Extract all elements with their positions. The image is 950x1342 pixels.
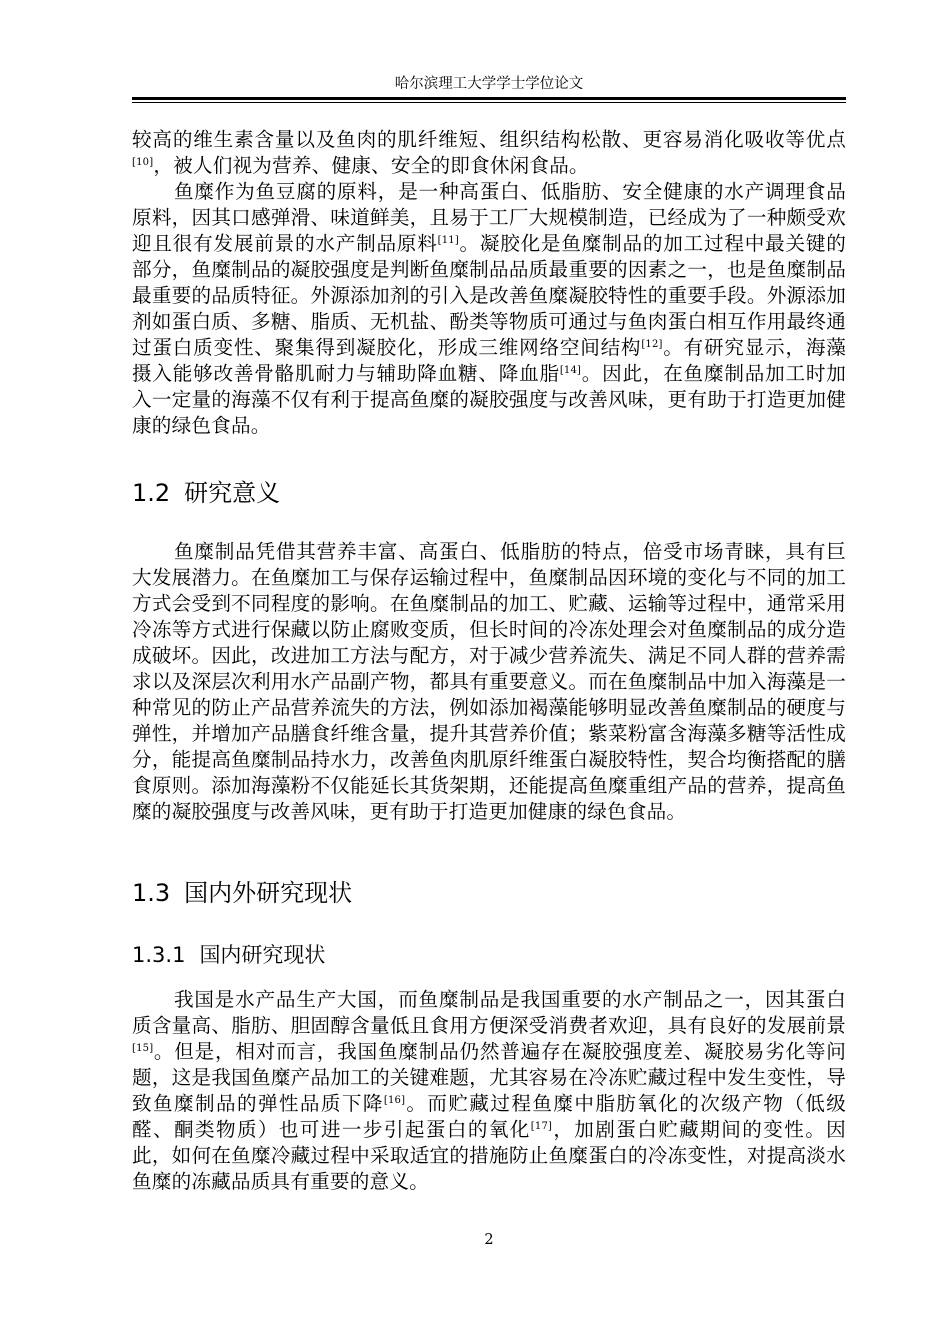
paragraph-text: 我国是水产品生产大国，而鱼糜制品是我国重要的水产制品之一，因其蛋白质含量高、脂肪、胆固醇含量低且食用方便深受消费者欢迎，具有良好的发展前景[15]。但是，相对而言，我国鱼糜制品仍然普遍存在凝胶强度差、凝胶易劣化等问题，这是我国鱼糜产品加工的关键难题，尤其容易在冷冻贮藏过程中发生变性，导致鱼糜制品的弹性品质下降[16]。而贮藏过程鱼糜中脂肪氧化的次级产物（低级醛、酮类物质）也可进一步引起蛋白的氧化[17]，加剧蛋白贮藏期间的变性。因此，如何在鱼糜冷藏过程中采取适宜的措施防止鱼糜蛋白的冷冻变性，对提高淡水鱼糜的冻藏品质具有重要的意义。 [132, 988, 847, 1193]
body-paragraph-continued [132, 127, 846, 179]
page-number: 2 [484, 1232, 494, 1248]
body-paragraph [132, 987, 846, 1195]
section-title: 国内外研究现状 [184, 879, 353, 907]
paragraph-text: 较高的维生素含量以及鱼肉的肌纤维短、组织结构松散、更容易消化吸收等优点[10]，被人们视为营养、健康、安全的即食休闲食品。 [132, 128, 846, 177]
citation: [16] [383, 1095, 406, 1106]
citation: [14] [559, 365, 582, 376]
section-title: 研究意义 [184, 479, 281, 507]
header-rule [132, 97, 846, 100]
subsection-heading-1-3-1 [132, 938, 846, 972]
body-paragraph [132, 179, 846, 439]
section-heading-1-2 [132, 476, 846, 510]
running-header: 哈尔滨理工大学学士学位论文 [394, 76, 584, 92]
body-paragraph [132, 539, 846, 825]
citation: [12] [641, 339, 663, 350]
citation: [10] [132, 157, 154, 168]
paragraph-text: 鱼糜作为鱼豆腐的原料，是一种高蛋白、低脂肪、安全健康的水产调理食品原料，因其口感弹滑、味道鲜美，且易于工厂大规模制造，已经成为了一种颇受欢迎且很有发展前景的水产制品原料[11]。凝胶化是鱼糜制品的加工过程中最关键的部分，鱼糜制品的凝胶强度是判断鱼糜制品品质最重要的因素之一，也是鱼糜制品最重要的品质特征。外源添加剂的引入是改善鱼糜凝胶特性的重要手段。外源添加剂如蛋白质、多糖、脂质、无机盐、酚类等物质可通过与鱼肉蛋白相互作用最终通过蛋白质变性、聚集得到凝胶化，形成三维网络空间结构[12]。有研究显示，海藻摄入能够改善骨骼肌耐力与辅助降血糖、降血脂[14]。因此，在鱼糜制品加工时加入一定量的海藻不仅有利于提高鱼糜的凝胶强度与改善风味，更有助于打造更加健康的绿色食品。 [132, 180, 846, 437]
citation: [17] [530, 1121, 553, 1132]
citation: [15] [132, 1043, 154, 1054]
section-number: 1.2 [132, 479, 171, 507]
paragraph-text: 鱼糜制品凭借其营养丰富、高蛋白、低脂肪的特点，倍受市场青睐，具有巨大发展潜力。在鱼糜加工与保存运输过程中，鱼糜制品因环境的变化与不同的加工方式会受到不同程度的影响。在鱼糜制品的加工、贮藏、运输等过程中，通常采用冷冻等方式进行保藏以防止腐败变质，但长时间的冷冻处理会对鱼糜制品的成分造成破坏。因此，改进加工方法与配方，对于减少营养流失、满足不同人群的营养需求以及深层次利用水产品副产物，都具有重要意义。而在鱼糜制品中加入海藻是一种常见的防止产品营养流失的方法，例如添加褐藻能够明显改善鱼糜制品的硬度与弹性，并增加产品膳食纤维含量，提升其营养价值；紫菜粉富含海藻多糖等活性成分，能提高鱼糜制品持水力，改善鱼肉肌原纤维蛋白凝胶特性，契合均衡搭配的膳食原则。添加海藻粉不仅能延长其货架期，还能提高鱼糜重组产品的营养，提高鱼糜的凝胶强度与改善风味，更有助于打造更加健康的绿色食品。 [132, 540, 846, 823]
citation: [11] [437, 235, 459, 246]
section-title: 国内研究现状 [199, 943, 326, 967]
section-heading-1-3 [132, 876, 846, 910]
section-number: 1.3 [132, 879, 171, 907]
section-number: 1.3.1 [132, 943, 186, 967]
